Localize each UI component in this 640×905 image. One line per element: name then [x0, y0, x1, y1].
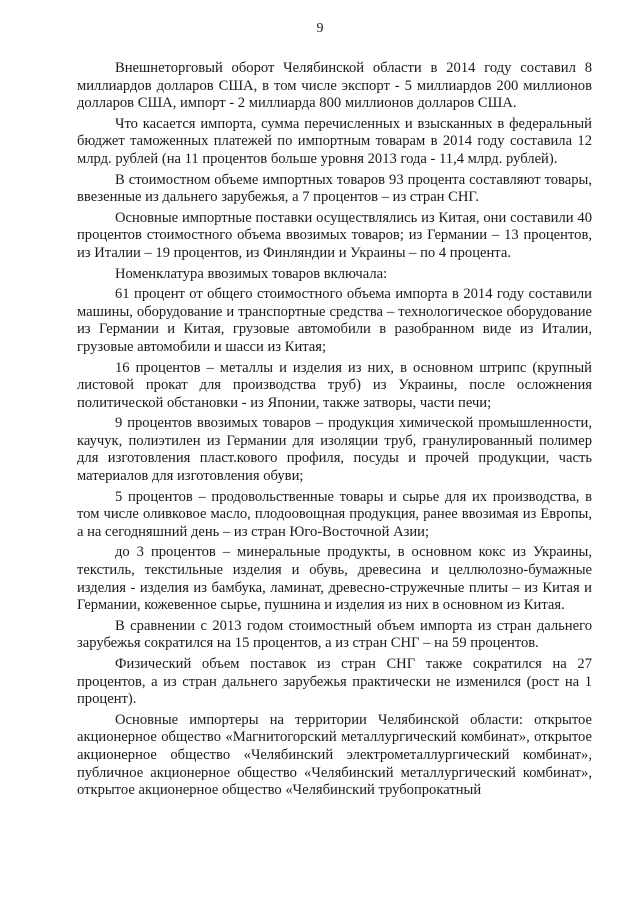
list-item-minerals: до 3 процентов – минеральные продукты, в основном кокс из Украины, текстиль, текстильные изделия и обувь, древесина и целлюлозно-бумажные изделия - изделия из бамбука, ламинат, древесно-стружечные плиты – из Китая и Германии, кожевенное сырье, пушнина и изделия из них в основном из Китая.	[77, 544, 592, 614]
paragraph-nomenclature-intro: Номенклатура ввозимых товаров включала:	[115, 265, 388, 282]
paragraph-comparison-2013: В сравнении с 2013 годом стоимостный объем импорта из стран дальнего зарубежья сократился на 15 процентов, а из стран СНГ – на 59 процентов.	[77, 617, 592, 652]
paragraph-import-countries: Основные импортные поставки осуществлялись из Китая, они составили 40 процентов стоимостного объема ввозимых товаров; из Германии – 13 процентов, из Италии – 19 процентов, из Финляндии и Украины – по 4 процента.	[77, 209, 592, 261]
list-item-machinery: 61 процент от общего стоимостного объема импорта в 2014 году составили машины, оборудование и транспортные средства – технологическое оборудование из Германии и Китая, грузовые автомобили в разобранном виде из Италии, грузовые автомобили и шасси из Китая;	[77, 286, 592, 355]
page-number: 9	[316, 21, 324, 36]
paragraph-physical-volume: Физический объем поставок из стран СНГ также сократился на 27 процентов, а из стран дальнего зарубежья практически не изменился (рост на 1 процент).	[77, 656, 592, 708]
list-item-chemicals: 9 процентов ввозимых товаров – продукция химической промышленности, каучук, полиэтилен из Германии для изоляции труб, гранулированный полимер для изготовления пласт.кового профиля, посуды и прочей продукции, часть материалов для изготовления обуви;	[77, 415, 592, 485]
paragraph-trade-turnover: Внешнеторговый оборот Челябинской области в 2014 году составил 8 миллиардов долларов США, в том числе экспорт - 5 миллиардов 200 миллионов долларов США, импорт - 2 миллиарда 800 миллионов долларов США.	[77, 60, 592, 112]
paragraph-customs-payments: Что касается импорта, сумма перечисленных и взысканных в федеральный бюджет таможенных платежей по импортным товарам в 2014 году составила 12 млрд. рублей (на 11 процентов больше уровня 2013 года - 11,4 млрд. рублей).	[77, 115, 592, 167]
paragraph-main-importers: Основные импортеры на территории Челябинской области: открытое акционерное общество «Магнитогорский металлургический комбинат», открытое акционерное общество «Челябинский электрометаллургический комбинат», публичное акционерное общество «Челябинский металлургический комбинат», открытое акционерное общество «Челябинский трубопрокатный	[77, 711, 592, 799]
list-item-metals: 16 процентов – металлы и изделия из них, в основном штрипс (крупный листовой прокат для производства труб) из Украины, после осложнения политической обстановки - из Японии, также затворы, части печи;	[77, 359, 592, 411]
document-body	[77, 60, 592, 800]
list-item-food: 5 процентов – продовольственные товары и сырье для их производства, в том числе оливковое масло, плодоовощная продукция, ранее ввозимая из Европы, а на сегодняшний день – из стран Юго-Восточной Азии;	[77, 488, 592, 540]
paragraph-import-structure: В стоимостном объеме импортных товаров 93 процента составляют товары, ввезенные из дальнего зарубежья, а 7 процентов – из стран СНГ.	[77, 171, 592, 206]
